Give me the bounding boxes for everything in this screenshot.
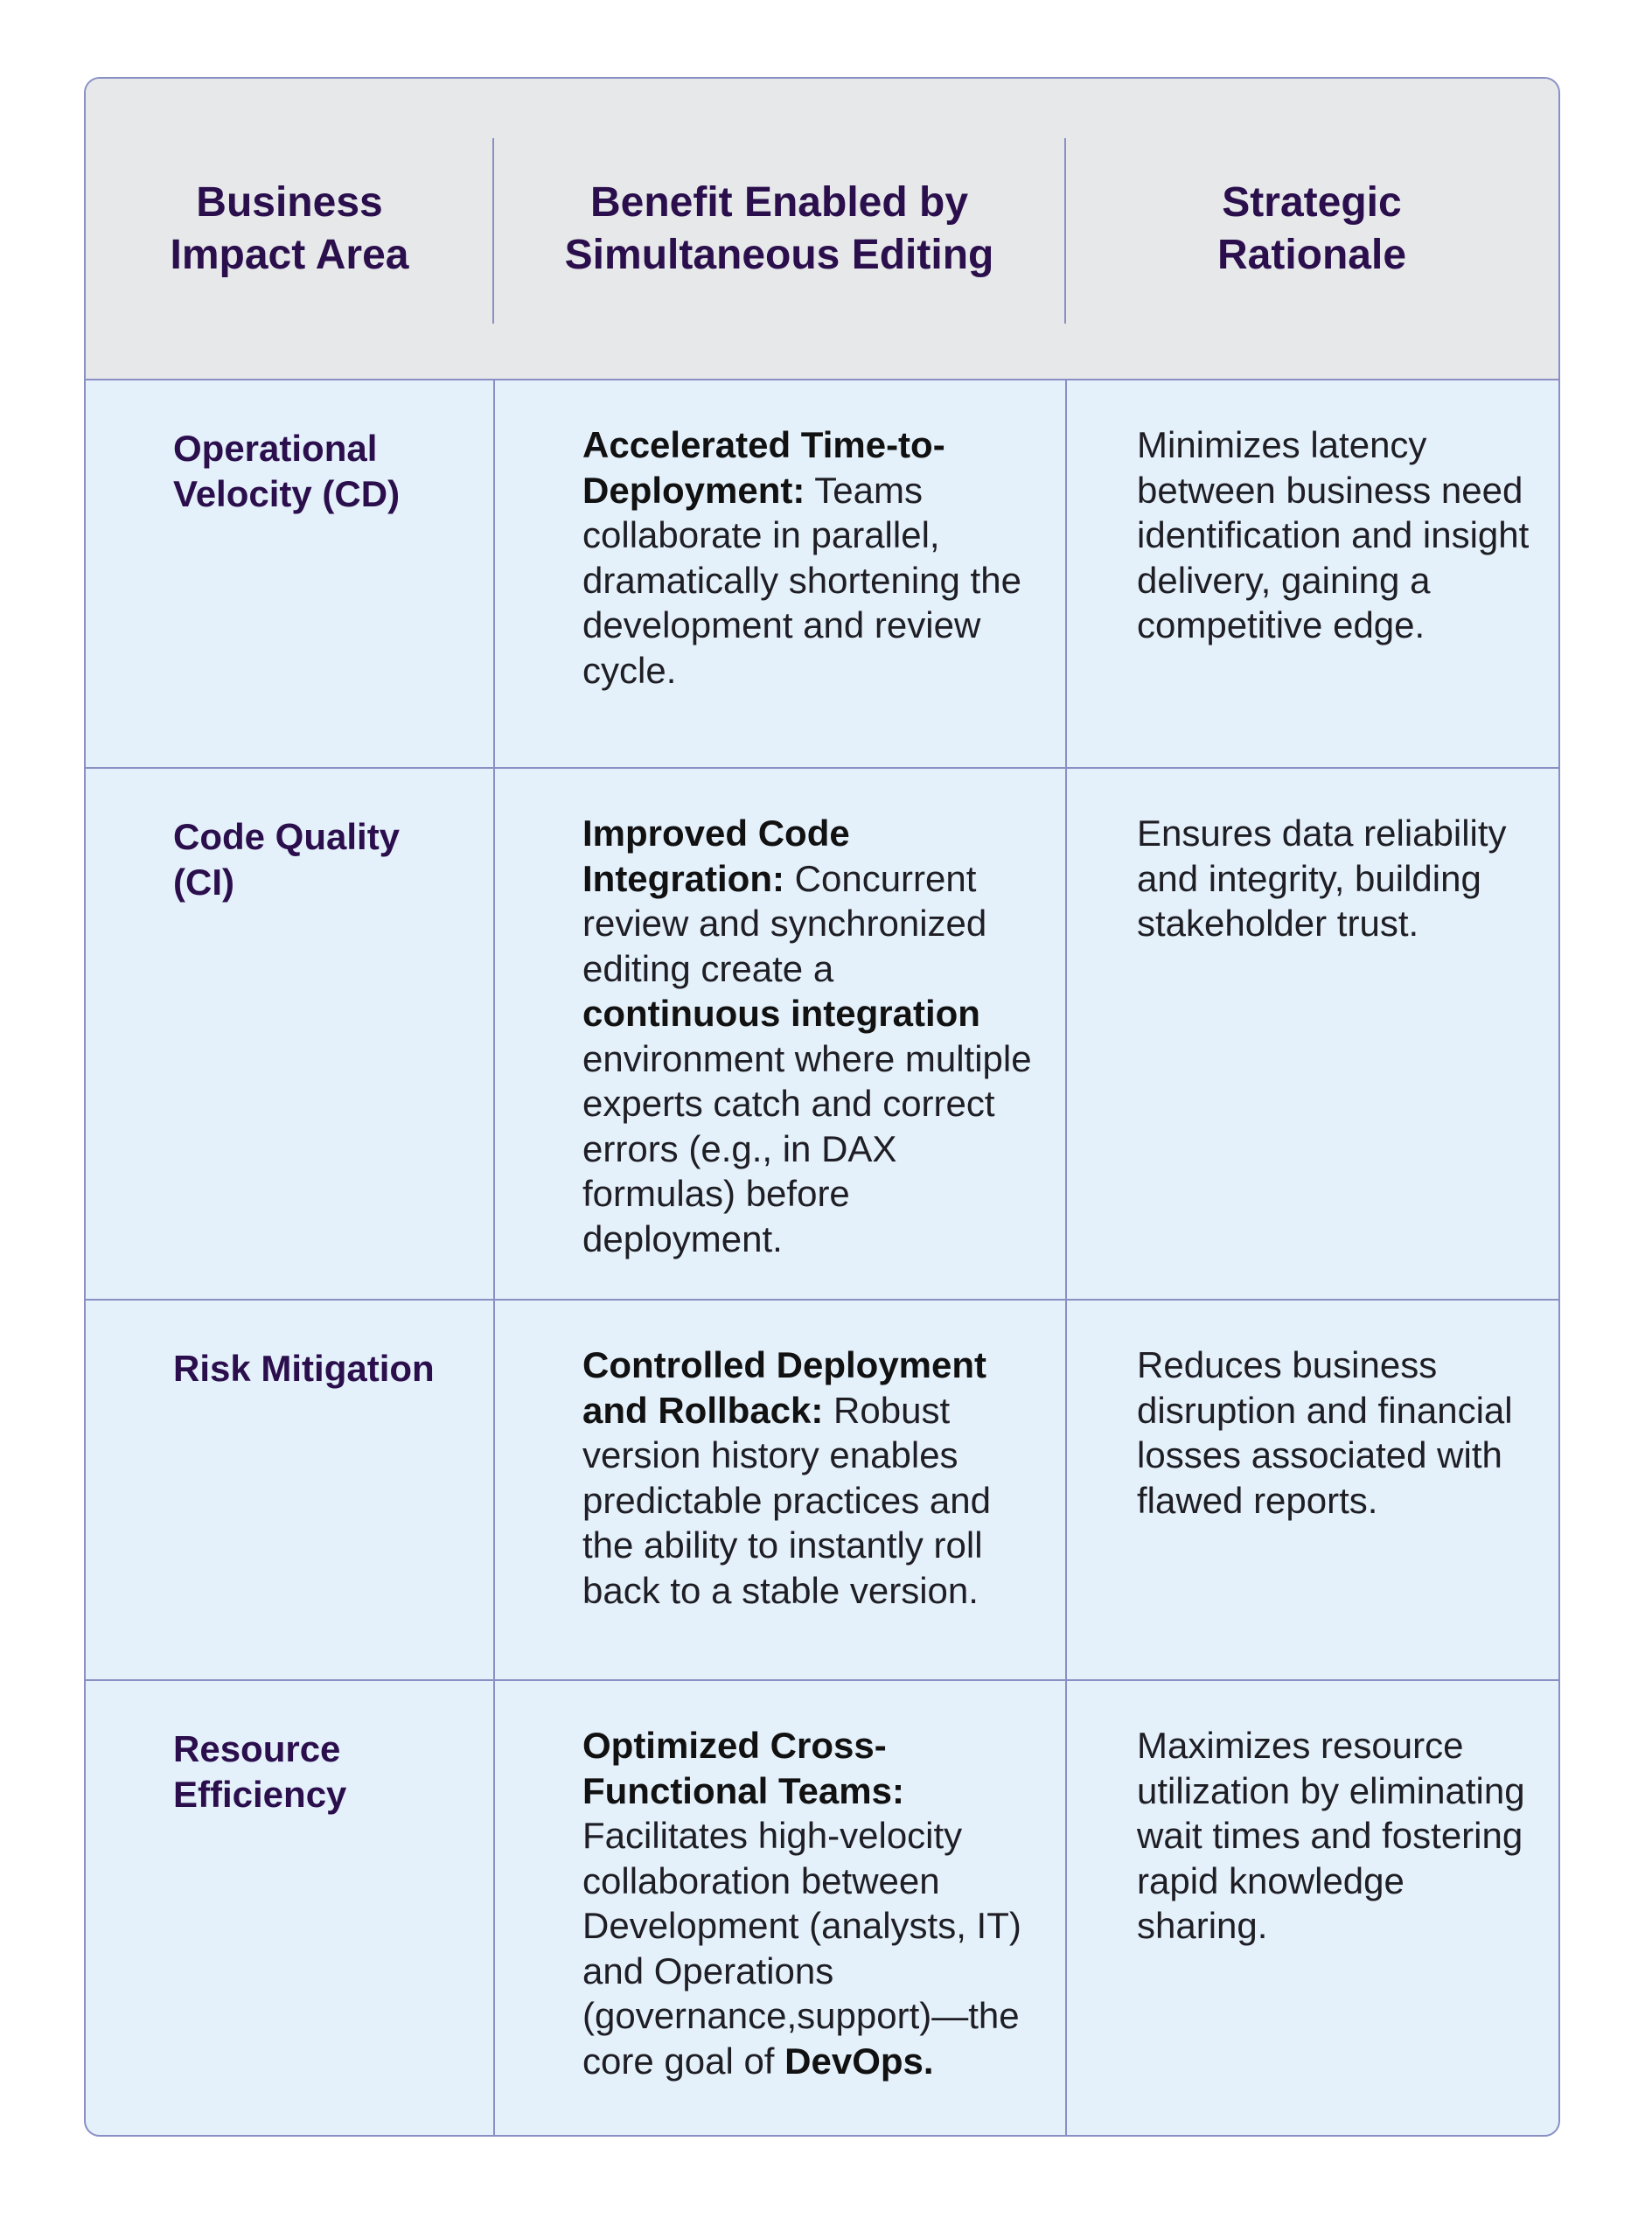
table-row-benefit bbox=[493, 769, 1065, 1301]
table-row-area: Code Quality (CI) bbox=[86, 769, 493, 1301]
table-grid bbox=[86, 79, 1558, 2135]
table-row-rationale: Reduces business disruption and financial losses associated with flawed reports. bbox=[1065, 1301, 1558, 1681]
table-row-area: Resource Efficiency bbox=[173, 1728, 347, 1815]
body-text: Concurrent review and synchronized editing create a bbox=[582, 857, 987, 989]
bold-text: DevOps. bbox=[784, 2040, 934, 2082]
header-benefit bbox=[493, 79, 1065, 380]
body-text: Teams collaborate in parallel, dramatically shortening the development and review cycle. bbox=[582, 469, 1021, 691]
header-line: Benefit Enabled by bbox=[589, 178, 969, 226]
benefits-table bbox=[84, 77, 1560, 2137]
body-text: environment where multiple experts catch and correct errors (e.g., in DAX formulas) before deployment. bbox=[582, 1037, 1032, 1259]
header-line: Impact Area bbox=[170, 231, 409, 278]
bold-text: Controlled Deployment and Rollback: bbox=[582, 1344, 987, 1431]
header-business-impact-area bbox=[86, 79, 493, 380]
bold-text: Optimized Cross-Functional Teams: bbox=[582, 1725, 904, 1811]
table-row-rationale: Minimizes latency between business need identification and insight delivery, gaining a competitive edge. bbox=[1065, 380, 1558, 769]
bold-text: Accelerated Time-to-Deployment: bbox=[582, 424, 945, 511]
table-row-benefit bbox=[493, 1301, 1065, 1681]
table-row-benefit bbox=[493, 1681, 1065, 2135]
body-text: Facilitates high-velocity collaboration between Development (analysts, IT) and Operations (governance,support)—the core goal of bbox=[582, 1815, 1021, 2082]
header-line: Business bbox=[196, 178, 383, 226]
table-row-area: Operational Velocity (CD) bbox=[86, 380, 493, 769]
header-line: Rationale bbox=[1216, 231, 1407, 278]
body-text: Robust version history enables predictable practices and the ability to instantly roll back to a stable version. bbox=[582, 1389, 991, 1611]
bold-text: Improved Code Integration: bbox=[582, 813, 850, 899]
header-strategic-rationale bbox=[1065, 79, 1558, 380]
table-row-benefit bbox=[493, 380, 1065, 769]
header-line: Strategic bbox=[1222, 178, 1402, 226]
bold-text: continuous integration bbox=[582, 993, 980, 1034]
header-line: Simultaneous Editing bbox=[564, 231, 994, 278]
table-row-rationale: Ensures data reliability and integrity, building stakeholder trust. bbox=[1065, 769, 1558, 1301]
table-row-rationale: Maximizes resource utilization by eliminating wait times and fostering rapid knowledge sharing. bbox=[1065, 1681, 1558, 2135]
table-row-area: Risk Mitigation bbox=[86, 1301, 493, 1681]
